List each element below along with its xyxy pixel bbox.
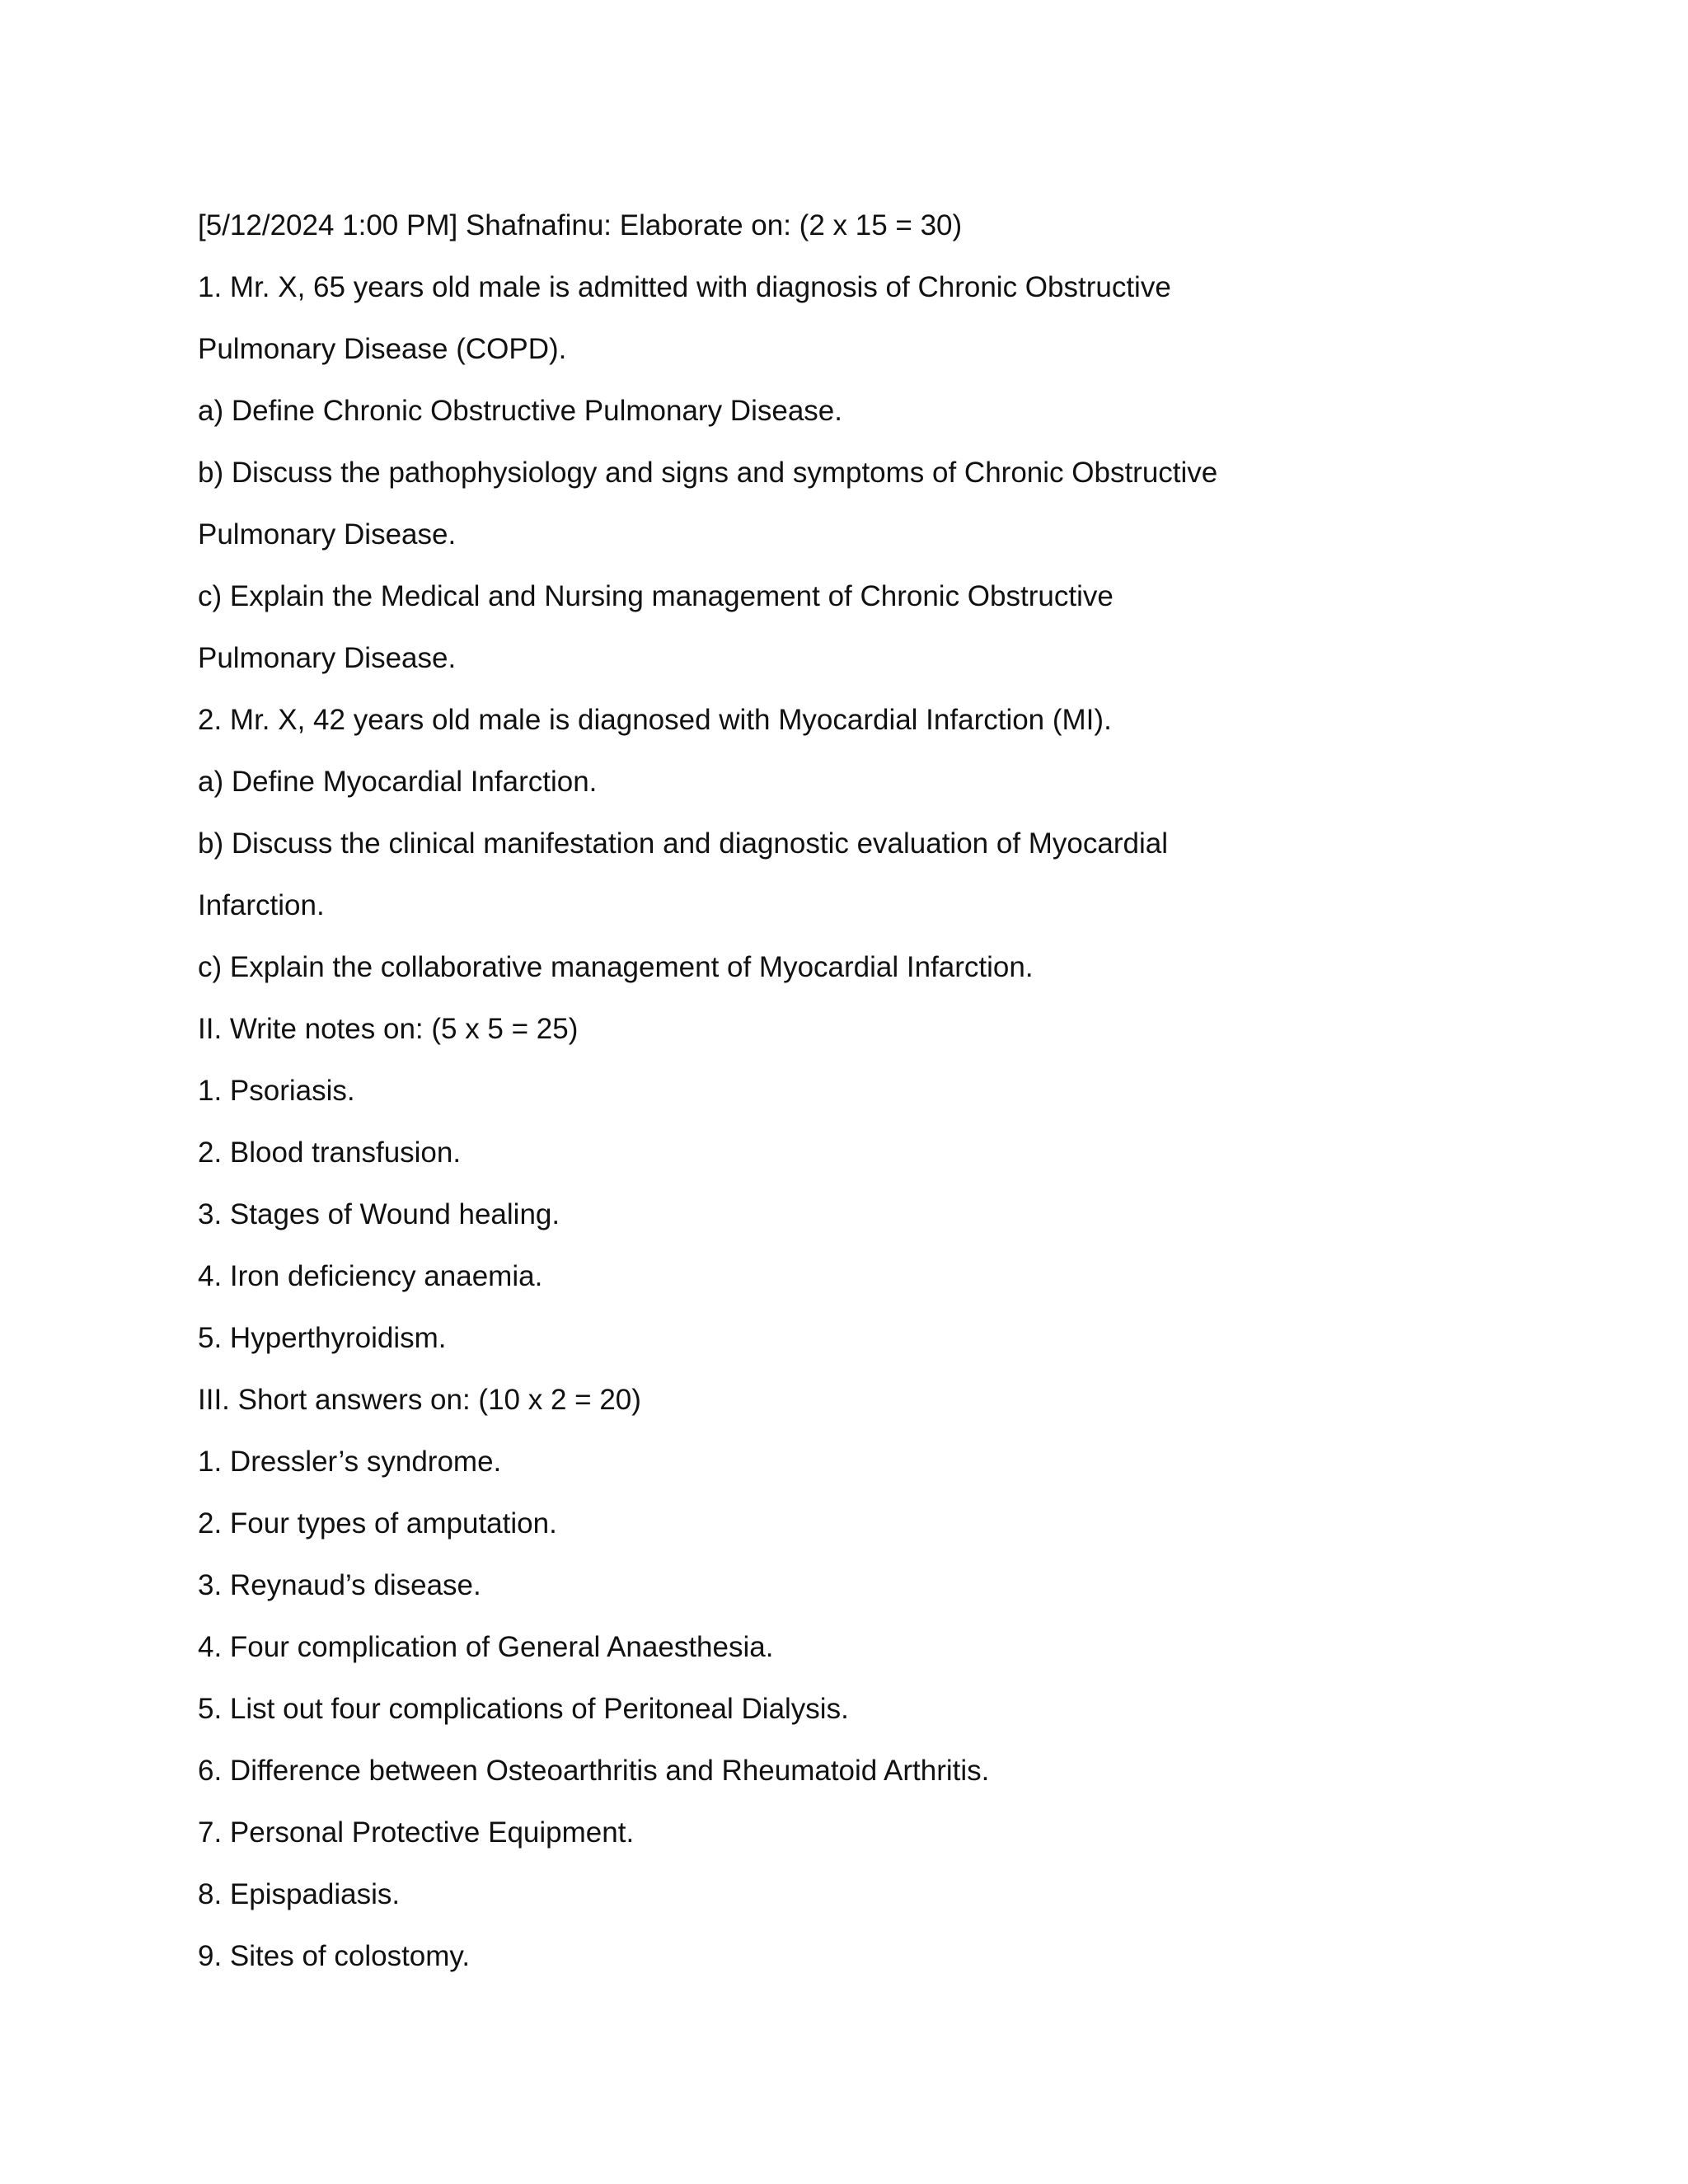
question-2b-line-1: b) Discuss the clinical manifestation and diagnostic evaluation of Myocardial <box>198 827 1168 860</box>
question-2b-line-2: Infarction. <box>198 889 325 921</box>
question-2c: c) Explain the collaborative management of Myocardial Infarction. <box>198 951 1034 983</box>
note-item: 4. Iron deficiency anaemia. <box>198 1260 543 1292</box>
short-answer-item: 2. Four types of amputation. <box>198 1507 557 1540</box>
question-2: 2. Mr. X, 42 years old male is diagnosed with Myocardial Infarction (MI). <box>198 704 1112 736</box>
short-answer-item: 3. Reynaud’s disease. <box>198 1569 481 1601</box>
section-iii-heading: III. Short answers on: (10 x 2 = 20) <box>198 1384 641 1416</box>
short-answer-item: 1. Dressler’s syndrome. <box>198 1446 502 1478</box>
question-1-line-1: 1. Mr. X, 65 years old male is admitted with diagnosis of Chronic Obstructive <box>198 271 1171 303</box>
question-2a: a) Define Myocardial Infarction. <box>198 766 598 798</box>
note-item: 1. Psoriasis. <box>198 1075 355 1107</box>
section-ii-heading: II. Write notes on: (5 x 5 = 25) <box>198 1013 579 1045</box>
question-1b-line-2: Pulmonary Disease. <box>198 518 457 551</box>
note-item: 2. Blood transfusion. <box>198 1137 462 1169</box>
question-1c-line-1: c) Explain the Medical and Nursing management of Chronic Obstructive <box>198 580 1114 612</box>
short-answer-item: 6. Difference between Osteoarthritis and Rheumatoid Arthritis. <box>198 1755 990 1787</box>
note-item: 5. Hyperthyroidism. <box>198 1322 447 1354</box>
short-answer-item: 4. Four complication of General Anaesthesia. <box>198 1631 774 1663</box>
question-1c-line-2: Pulmonary Disease. <box>198 642 457 674</box>
document-body <box>198 194 1517 1987</box>
short-answer-item: 7. Personal Protective Equipment. <box>198 1816 635 1849</box>
question-1b-line-1: b) Discuss the pathophysiology and signs and symptoms of Chronic Obstructive <box>198 457 1218 489</box>
short-answer-item: 9. Sites of colostomy. <box>198 1940 471 1972</box>
question-1-line-2: Pulmonary Disease (COPD). <box>198 333 567 365</box>
short-answer-item: 5. List out four complications of Peritoneal Dialysis. <box>198 1693 849 1725</box>
short-answer-item: 8. Epispadiasis. <box>198 1878 401 1910</box>
message-header-line: [5/12/2024 1:00 PM] Shafnafinu: Elaborate on: (2 x 15 = 30) <box>198 209 963 241</box>
note-item: 3. Stages of Wound healing. <box>198 1198 560 1230</box>
question-1a: a) Define Chronic Obstructive Pulmonary Disease. <box>198 395 842 427</box>
